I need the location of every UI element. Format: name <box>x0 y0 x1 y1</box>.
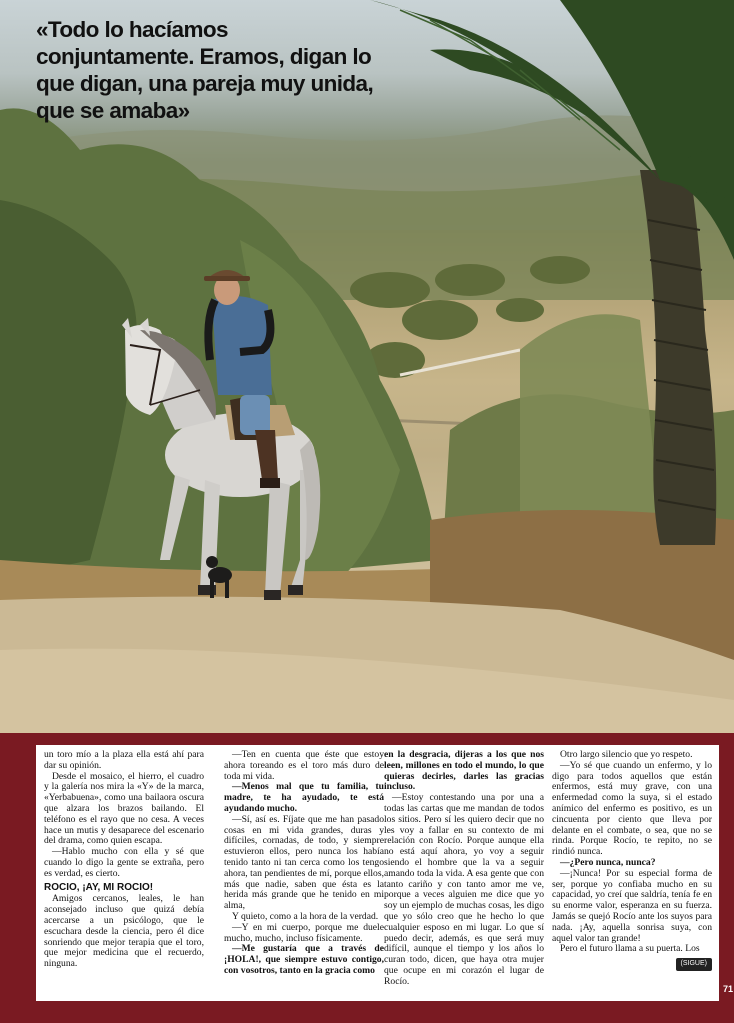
question-text: —Me gustaría que a través de ¡HOLA!, que siempre estuvo contigo, con vosotros, tanto en la gracia como <box>224 943 384 976</box>
paragraph: —Yo sé que cuando un enfermo, y lo digo para todos aquellos que están enfermos, está muy grave, con una enfermedad como la suya, si el estado anímico del enfermo es positivo, es un cincuenta por ciento que lleva por delante en el combate, o sea, que no se rinda. Porque Rocío, te repito, no se rindió nunca. <box>552 759 712 858</box>
column-2 <box>224 750 384 977</box>
paragraph: —Estoy contestando una por una a todas las cartas que me mandan de todos los sitios. Pero sí les quiero decir que no les voy a fallar en su contexto de mi relación con Rocío. Porque aunque ella no está aquí ahora, yo voy a seguir siendo el hombre que la va a seguir amando toda la vida. A esa gente que con tanto cariño y con tanto amor me ve, porque a veces alguien me dice que yo soy un ejemplo de muchas cosas, les digo que yo sólo creo que he hecho lo que cualquier esposo en mi lugar. Lo que sí puedo decir, además, es que será muy difícil, aunque el tiempo y los años lo curan todo, dicen, que haya otra mujer que ocupe en mi corazón el lugar de Rocío. <box>384 792 544 987</box>
paragraph: Desde el mosaico, el hierro, el cuadro y la galería nos mira la «Y» de la marca, «Yerbabuena», como una bailaora oscura que alzara los brazos bailando. El teléfono es el rayo que no cesa. A veces hace un mutis y desaparece del escenario del drama, como quien escapa. <box>44 770 204 847</box>
question-text: —¿Pero nunca, nunca? <box>560 856 656 868</box>
column-3 <box>384 750 544 988</box>
paragraph: —Sí, así es. Fíjate que me han pasado cosas en mi vida grandes, duras y difíciles, cornadas, de todo, y siempre estuvieron ellos, pero nunca los había tenido tanto ni tan cerca como los tengo ahora, tan pendientes de mí, porque ellos, más que nadie, saben que ésta es la herida más grande que he tenido en mi alma, <box>224 813 384 912</box>
paragraph: —Ten en cuenta que éste que estoy ahora toreando es el toro más duro de toda mi vida. <box>224 749 384 782</box>
paragraph: Y quieto, como a la hora de la verdad. <box>232 910 379 922</box>
paragraph-bold <box>224 782 384 814</box>
question-text: en la desgracia, dijeras a los que nos leen, millones en todo el mundo, lo que quieras decirles, darles las gracias incluso. <box>384 749 544 793</box>
paragraph: —Y en mi cuerpo, porque me duele mucho, mucho, incluso físicamente. <box>224 921 384 944</box>
paragraph: Amigos cercanos, leales, le han aconsejado incluso que quizá debía acercarse a un psicólogo, que le escuchara desde la ciencia, pero él dice sonriendo que mejor terapia que el toro, que mejor medicina que el recuerdo, ninguna. <box>44 893 204 970</box>
headline: «Todo lo hacíamos conjuntamente. Eramos, digan lo que digan, una pareja muy unida, que se amaba» <box>36 17 374 123</box>
section-heading: ROCIO, ¡AY, MI ROCIO! <box>44 881 154 893</box>
page-number: 71 <box>723 984 734 994</box>
question-text: —Menos mal que tu familia, tu madre, te ha ayudado, te está ayudando mucho. <box>224 781 384 814</box>
paragraph: —¡Nunca! Por su especial forma de ser, porque yo confiaba mucho en su capacidad, yo creí que saldría, tenía fe en su enorme valor, esperanza en su fuerza. Jamás se quejó Rocío ante los suyos para nada. ¡Ay, aquella sonrisa suya, con aquel valor tan grande! <box>552 867 712 944</box>
continued-badge: (SIGUE) <box>676 958 712 971</box>
paragraph: —Hablo mucho con ella y sé que cuando lo digo la gente se extraña, pero es verdad, es cierto. <box>44 846 204 879</box>
paragraph: Pero el futuro llama a su puerta. Los <box>560 943 700 955</box>
column-1 <box>44 750 204 970</box>
article-text <box>36 745 719 1001</box>
paragraph-bold <box>224 944 384 976</box>
paragraph: Otro largo silencio que yo respeto. <box>560 749 693 760</box>
paragraph: un toro mío a la plaza ella está ahí para dar su opinión. <box>44 749 204 771</box>
paragraph-bold <box>384 750 544 793</box>
column-4 <box>552 750 712 971</box>
